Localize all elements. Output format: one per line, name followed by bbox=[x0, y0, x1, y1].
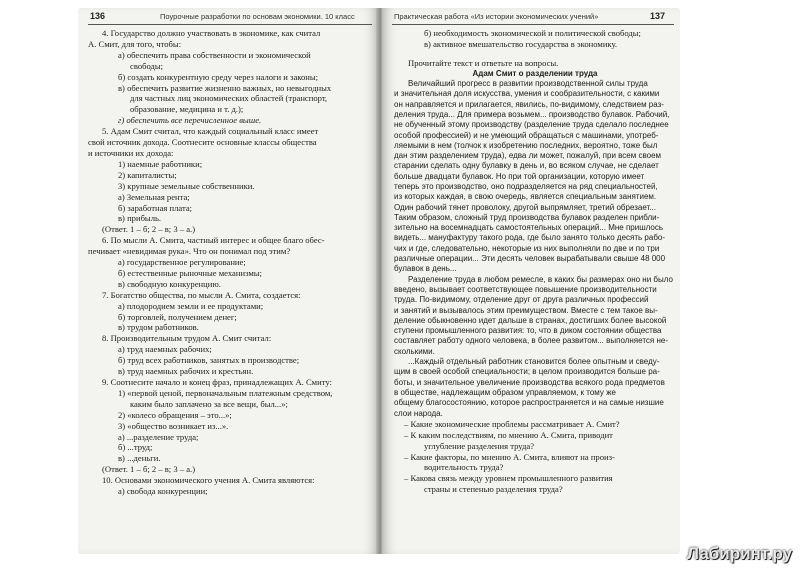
text-line: в) трудом работников. bbox=[118, 322, 199, 333]
text-line: б) естественные рыночные механизмы; bbox=[118, 267, 262, 278]
text-line: 3) «общество возникает из...». bbox=[118, 420, 229, 431]
text-line: щим в своей особой специальности; в целом производится больше ра- bbox=[394, 367, 660, 377]
text-line: ...Каждый отдельный работник становится более опытным и сведу- bbox=[408, 357, 660, 367]
text-line: б) ...труд; bbox=[118, 442, 153, 453]
left-page bbox=[78, 8, 378, 554]
text-line: Таким образом, сложный труд производства булавок разделен прибли- bbox=[394, 212, 660, 222]
text-line: различные операции... Эти десять человек вырабатывали свыше 48 000 bbox=[394, 254, 666, 264]
text-line: – Какие экономические проблемы рассматривает А. Смит? bbox=[404, 418, 620, 429]
text-line: – Какова связь между уровнем промышленного развития bbox=[404, 473, 613, 484]
text-line: 2) «колесо обращения – это...»; bbox=[118, 409, 232, 420]
text-line: общему благосостоянию, которое распространяется и на самые низшие bbox=[394, 398, 664, 408]
text-line: деления труда... Для примера возьмем... производство булавок. Рабочий, bbox=[394, 109, 670, 119]
text-line: дан этим разделением труда), едва ли может, пожалуй, при всем своем bbox=[394, 151, 662, 161]
text-line: особой профессией) и не умеющий обращаться с машинами, употреб- bbox=[394, 130, 659, 140]
text-line: углубление разделения труда? bbox=[424, 440, 535, 451]
text-line: а) государственное регулирование; bbox=[118, 257, 246, 268]
site-watermark: Лабиринт.ру bbox=[686, 544, 792, 563]
text-line: б) создать конкурентную среду через налоги и законы; bbox=[118, 71, 319, 82]
text-line: б) торговлей, получением денег; bbox=[118, 311, 237, 322]
text-line: ляемыми в нем (толчок к изобретению последних, вероятно, тоже был bbox=[394, 140, 658, 150]
text-line: в обществе, надлежащим образом управляемом, к тому же bbox=[394, 387, 616, 397]
text-line: а) Земельная рента; bbox=[118, 191, 190, 202]
text-line: водительность труда? bbox=[424, 462, 504, 473]
text-line: труда. По-видимому, отделение друг от друга различных профессий bbox=[394, 295, 649, 305]
text-line: 3) крупные земельные собственники. bbox=[118, 180, 255, 191]
text-line: и занятий и вызывалось этим преимуществом. Вместе с тем такое вы- bbox=[394, 305, 658, 315]
text-line: (Ответ. 1 – б; 2 – в; 3 – а.) bbox=[102, 224, 196, 235]
text-line: 2) капиталисты; bbox=[118, 169, 177, 180]
text-line: 10. Основами экономического учения А. Смита являются: bbox=[102, 475, 315, 486]
text-line: б) необходимость экономической и политической свободы; bbox=[424, 28, 641, 38]
text-line: боты, и значительное увеличение производства всякого рода предметов bbox=[394, 377, 665, 387]
text-line: печивает «невидимая рука». Что он понимал под этим? bbox=[88, 246, 291, 257]
text-line: Разделение труда в любом ремесле, в каких бы размерах оно ни было bbox=[408, 274, 673, 284]
text-line: он направляется и прилагается, явились, по-видимому, следствием раз- bbox=[394, 99, 664, 109]
text-line: в) обеспечить развитие жизненно важных, но невыгодных bbox=[118, 82, 332, 93]
left-running-head: Поурочные разработки по основам экономики. 10 класс bbox=[160, 12, 355, 21]
text-line: для частных лиц экономических областей (транспорт, bbox=[130, 93, 328, 104]
text-line: а) труд наемных рабочих; bbox=[118, 344, 212, 355]
text-line: деление обыкновенно идет дальше в странах, достигших более высокой bbox=[394, 315, 667, 325]
text-line: Прочитайте текст и ответьте на вопросы. bbox=[408, 57, 559, 68]
text-line: не обученный этому производству (разделение труда сделало последнее bbox=[394, 120, 669, 130]
text-line: булавок в день... bbox=[394, 264, 457, 274]
text-line: 1) наемные работники; bbox=[118, 158, 203, 169]
text-line: – Какие факторы, по мнению А. Смита, влияют на произ- bbox=[404, 451, 615, 462]
text-line: а) свобода конкуренции; bbox=[118, 486, 208, 497]
text-line: в) ...деньги. bbox=[118, 453, 161, 464]
left-page-text bbox=[88, 28, 376, 497]
left-page-number: 136 bbox=[90, 11, 106, 21]
text-line: б) труд всех работников, занятых в производстве; bbox=[118, 355, 300, 366]
text-line: 5. Адам Смит считал, что каждый социальный класс имеет bbox=[102, 126, 319, 137]
text-line: составляет работу одного человека, в более развитом... выполняется не- bbox=[394, 336, 668, 346]
right-running-head: Практическая работа «Из истории экономических учений» bbox=[394, 12, 599, 21]
text-line: видеть... мануфактуру такого рода, где было занято только десять рабо- bbox=[394, 233, 666, 243]
text-line: и значительная доля искусства, умения и сообразительности, с какими bbox=[394, 89, 660, 99]
text-line bbox=[394, 50, 676, 58]
right-header-rule bbox=[392, 24, 674, 25]
text-line: а) плодородием земли и ее продуктами; bbox=[118, 300, 264, 311]
left-header-rule bbox=[88, 24, 372, 25]
text-line: введено, вызывает соответствующее повышение производительности bbox=[394, 284, 657, 294]
text-line: 4. Государство должно участвовать в экономике, как считал bbox=[102, 28, 321, 38]
text-line: и источники их дохода: bbox=[88, 147, 174, 158]
text-line: Адам Смит о разделении труда bbox=[472, 68, 598, 78]
text-line: в) прибыль. bbox=[118, 213, 162, 224]
text-line: каким было заплачено за все вещи, был...»; bbox=[130, 398, 288, 409]
text-line: (Ответ. 1 – б; 2 – в; 3 – а.) bbox=[102, 464, 196, 475]
text-line: б) заработная плата; bbox=[118, 202, 193, 213]
text-line: образование, медицина и т. д.); bbox=[130, 104, 244, 115]
text-line: старании сделать одну булавку в день и, во всяком случае, не сделает bbox=[394, 161, 659, 171]
text-line: в) труд наемных рабочих и крестьян. bbox=[118, 366, 254, 377]
text-line: г) обеспечить все перечисленное выше. bbox=[118, 115, 262, 126]
text-line: свой источник дохода. Соотнесите основные классы общества bbox=[88, 137, 317, 148]
text-line: больше двадцати булавок. Но при той организации, которую имеет bbox=[394, 171, 645, 181]
text-line: свободы; bbox=[130, 60, 164, 71]
text-line: страны и степенью разделения труда? bbox=[424, 484, 563, 495]
text-line: а) обеспечить права собственности и экономической bbox=[118, 49, 311, 60]
text-line: 7. Богатство общества, по мысли А. Смита, создается: bbox=[102, 289, 301, 300]
text-line: ступени промышленного развития: то, что в диком состоянии общества bbox=[394, 326, 662, 336]
right-page-number: 137 bbox=[650, 11, 666, 21]
text-line: а) ...разделение труда; bbox=[118, 431, 199, 442]
text-line: слои народа. bbox=[394, 408, 443, 418]
text-line: чих и где, следовательно, некоторые из них выполняли по две и по три bbox=[394, 243, 660, 253]
text-line: теперь это производство, оно подразделяется на ряд специальностей, bbox=[394, 181, 658, 191]
text-line: зительно на восемнадцать самостоятельных операций... Мне пришлось bbox=[394, 223, 663, 233]
text-line: 9. Соотнесите начало и конец фраз, принадлежащих А. Смиту: bbox=[102, 377, 332, 387]
text-line: 1) «первой ценой, первоначальным платежным средством, bbox=[118, 387, 333, 398]
right-page bbox=[382, 8, 680, 554]
text-line: в) активное вмешательство государства в экономику. bbox=[424, 38, 618, 49]
text-line: 6. По мысли А. Смита, частный интерес и общее благо обес- bbox=[102, 235, 325, 246]
text-line: – К каким последствиям, по мнению А. Смита, приводит bbox=[404, 429, 613, 440]
text-line: сколькими. bbox=[394, 346, 435, 356]
text-line: в) свободную конкуренцию. bbox=[118, 278, 221, 289]
text-line: из которых каждая, в свою очередь, является специальным занятием. bbox=[394, 192, 657, 202]
text-line: Величайший прогресс в развитии производственной силы труда bbox=[408, 79, 648, 89]
text-line: Один рабочий тянет проволоку, другой выпрямляет, третий обрезает... bbox=[394, 202, 656, 212]
text-line: 8. Производительным трудом А. Смит считал: bbox=[102, 333, 272, 344]
text-line: А. Смит, для того, чтобы: bbox=[88, 38, 182, 49]
right-page-text bbox=[394, 28, 676, 495]
